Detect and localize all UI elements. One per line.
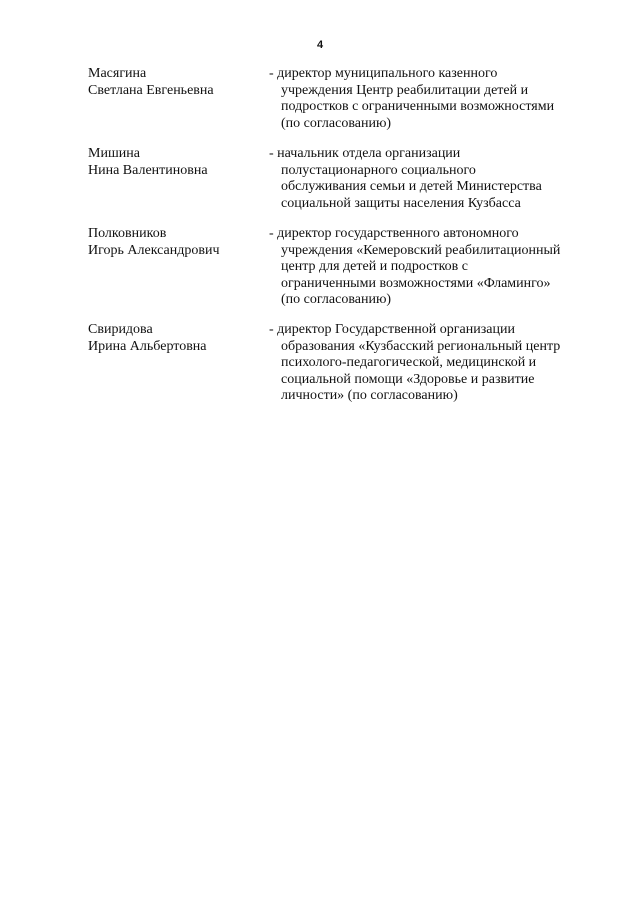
role-line: социальной защиты населения Кузбасса: [281, 195, 521, 211]
member-given-name: Игорь Александрович: [88, 242, 220, 258]
member-row: [88, 226, 598, 317]
role-line: (по согласованию): [281, 292, 392, 307]
role-line: образования «Кузбасский региональный центр: [281, 338, 561, 354]
member-role: [269, 226, 599, 309]
member-surname: Полковников: [88, 226, 167, 241]
members-list: [88, 66, 598, 418]
member-given-name: Ирина Альбертовна: [88, 338, 207, 354]
role-line: обслуживания семьи и детей Министерства: [281, 179, 542, 194]
member-name: [88, 66, 258, 99]
role-line: учреждения «Кемеровский реабилитационный: [281, 242, 561, 258]
member-surname: Масягина: [88, 66, 147, 81]
role-line: (по согласованию): [281, 115, 392, 131]
role-line: полустационарного социального: [281, 162, 476, 178]
member-surname: Свиридова: [88, 322, 153, 337]
page-number: 4: [316, 39, 324, 51]
role-line: учреждения Центр реабилитации детей и: [281, 82, 529, 98]
member-name: [88, 322, 258, 355]
role-line: - директор муниципального казенного: [269, 66, 498, 81]
member-given-name: Нина Валентиновна: [88, 162, 208, 178]
role-line: ограниченными возможностями «Фламинго»: [281, 275, 551, 291]
role-line: - начальник отдела организации: [269, 146, 461, 161]
member-name: [88, 226, 258, 259]
member-row: [88, 146, 598, 221]
member-name: [88, 146, 258, 179]
member-role: [269, 146, 599, 212]
role-line: центр для детей и подростков с: [281, 259, 468, 274]
member-given-name: Светлана Евгеньевна: [88, 82, 214, 98]
role-line: подростков с ограниченными возможностями: [281, 99, 555, 114]
role-line: - директор государственного автономного: [269, 226, 519, 241]
role-line: социальной помощи «Здоровье и развитие: [281, 371, 535, 387]
role-line: личности» (по согласованию): [281, 388, 458, 403]
member-role: [269, 66, 599, 132]
member-surname: Мишина: [88, 146, 140, 161]
role-line: - директор Государственной организации: [269, 322, 515, 337]
role-line: психолого-педагогической, медицинской и: [281, 355, 537, 370]
member-row: [88, 322, 598, 413]
member-row: [88, 66, 598, 141]
member-role: [269, 322, 599, 405]
